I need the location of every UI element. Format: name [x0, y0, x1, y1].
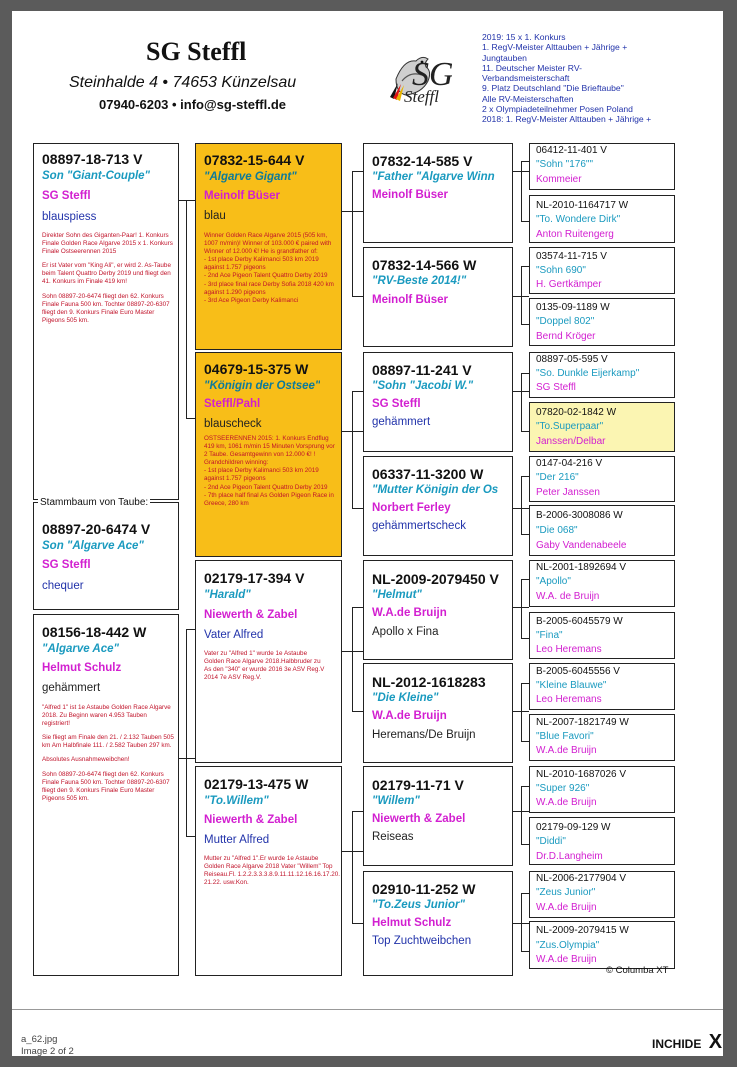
achievement-line: Alle RV-Meisterschaften: [482, 93, 574, 104]
ancestor-card: [363, 663, 513, 763]
pigeon-logo: [382, 41, 452, 111]
logo-sg-letters: SG: [412, 56, 452, 93]
breeder-name: W.A.de Bruijn: [372, 607, 447, 619]
pigeon-name: "Super 926": [536, 783, 590, 794]
achievement-line: 1. RegV-Meister Alttauben + Jährige +: [482, 42, 628, 53]
description-line: - 1st place Derby Kalimanci 503 km 2019 against 1.757 pigeons: [204, 467, 319, 483]
ring-number: NL-2009-2079415 W: [536, 925, 629, 936]
ancestor-card: [363, 456, 513, 556]
breeder-name: Helmut Schulz: [372, 917, 452, 929]
grandsire-maternal-card: [195, 560, 342, 763]
connector-line: [352, 923, 363, 924]
breeder-name: Gaby Vandenabeele: [536, 540, 627, 551]
connector-line: [352, 391, 353, 508]
pigeon-colour: Heremans/De Bruijn: [372, 729, 476, 741]
ring-number: 02179-13-475 W: [204, 776, 309, 792]
pigeon-name: "Kleine Blauwe": [536, 680, 607, 691]
pigeon-name: Son "Algarve Ace": [42, 540, 144, 552]
pigeon-name: "Die Kleine": [372, 692, 439, 704]
ancestor-small-card: [529, 766, 675, 813]
pigeon-name: "Mutter Königin der Os: [372, 484, 499, 496]
connector-line: [521, 741, 529, 742]
connector-line: [521, 476, 529, 477]
pigeon-name: "Königin der Ostsee": [204, 380, 321, 392]
breeder-name: Meinolf Büser: [372, 189, 449, 201]
description-line: - 2nd Ace Pigeon Talent Quattro Derby 2019: [204, 483, 328, 491]
ring-number: NL-2010-1687026 V: [536, 769, 627, 780]
connector-line: [186, 629, 195, 630]
ring-number: 07832-15-644 V: [204, 152, 305, 168]
connector-line: [521, 579, 522, 638]
pigeon-colour: Reiseas: [372, 831, 414, 843]
granddam-paternal-card: [195, 352, 342, 557]
pigeon-name: "Doppel 802": [536, 316, 595, 327]
breeder-name: Helmut Schulz: [42, 662, 122, 674]
close-x-icon[interactable]: X: [708, 1031, 723, 1053]
pigeon-name: "Algarve Gigant": [204, 171, 297, 183]
ring-number: NL-2009-2079450 V: [372, 571, 499, 587]
connector-line: [352, 711, 363, 712]
pigeon-name: "So. Dunkle Eijerkamp": [536, 368, 640, 379]
pigeon-name: "Apollo": [536, 576, 571, 587]
ancestor-card: [363, 871, 513, 976]
connector-line: [521, 161, 522, 221]
pigeon-name: "Sohn "176"": [536, 159, 594, 170]
ring-number: NL-2010-1164717 W: [536, 200, 629, 211]
pigeon-description: [42, 704, 175, 809]
grandsire-paternal-card: [195, 143, 342, 350]
ring-number: 02179-09-129 W: [536, 822, 611, 833]
connector-line: [521, 951, 529, 952]
pigeon-name: "Zeus Junior": [536, 887, 596, 898]
description-paragraph: "Alfred 1" ist 1e Astaube Golden Race Algarve 2018. Zu Beginn waren 4.953 Tauben registriert!: [42, 704, 171, 728]
ancestor-small-card: [529, 143, 675, 190]
ring-number: B-2005-6045579 W: [536, 616, 623, 627]
pigeon-name: "Sohn 690": [536, 265, 586, 276]
connector-line: [352, 811, 353, 923]
description-paragraph: Sie fliegt am Finale den 21. / 2.132 Tauben 505 km Am Halbfinale 111. / 2.582 Tauben 297 km.: [42, 734, 174, 750]
connector-line: [521, 638, 529, 639]
pigeon-description: Vater zu "Alfred 1" wurde 1e Astaube Golden Race Algarve 2018.Halbbruder zu As den "340" er wurde 2016 3e ASV Reg.V 2014 7e ASV Reg.V.: [204, 650, 325, 682]
connector-line: [352, 607, 363, 608]
footer-divider: [12, 1009, 723, 1010]
ancestor-small-card: [529, 612, 675, 659]
ancestor-card: [363, 560, 513, 660]
breeder-name: Leo Heremans: [536, 644, 602, 655]
pigeon-name: "Algarve Ace": [42, 643, 119, 655]
footer-filename: a_62.jpg: [21, 1034, 58, 1045]
address-line: Steinhalde 4 • 74653 Künzelsau: [69, 74, 297, 91]
description-paragraph: Direkter Sohn des Giganten-Paar! 1. Konkurs Finale Golden Race Algarve 2015 x 1. Konkurs Finale Ostseerennen 2015: [42, 232, 173, 256]
ring-number: 02910-11-252 W: [372, 881, 476, 897]
achievement-line: Verbandsmeisterschaft: [482, 73, 570, 84]
achievement-line: 2018: 1. RegV-Meister Alttauben + Jährige +: [482, 114, 652, 125]
ancestor-small-card: [529, 195, 675, 243]
breeder-name: Anton Ruitengerg: [536, 229, 614, 240]
ancestor-card: [363, 352, 513, 452]
pigeon-colour: chequer: [42, 580, 84, 592]
breeder-name: SG Steffl: [42, 559, 91, 571]
achievement-line: 2019: 15 x 1. Konkurs: [482, 32, 566, 42]
breeder-name: Niewerth & Zabel: [372, 813, 466, 825]
ring-number: 08897-11-241 V: [372, 362, 472, 378]
ring-number: B-2005-6045556 V: [536, 666, 620, 677]
breeder-name: Niewerth & Zabel: [204, 609, 298, 621]
breeder-name: W.A.de Bruijn: [536, 902, 597, 913]
pigeon-name: "Der 216": [536, 472, 579, 483]
connector-line: [521, 534, 529, 535]
breeder-name: Kommeier: [536, 174, 582, 185]
ring-number: NL-2007-1821749 W: [536, 717, 629, 728]
ring-number: 04679-15-375 W: [204, 361, 309, 377]
ring-number: 08897-20-6474 V: [42, 521, 151, 537]
pigeon-name: "To.Zeus Junior": [372, 899, 465, 911]
dam-card: [33, 614, 179, 976]
description-line: Grandchildren winning:: [204, 459, 269, 467]
pigeon-name: "Willem": [372, 795, 420, 807]
ring-number: 08156-18-442 W: [42, 624, 147, 640]
ancestor-small-card: [529, 505, 675, 556]
granddam-maternal-card: [195, 766, 342, 976]
pigeon-name: "Harald": [204, 589, 251, 601]
ancestor-card: [363, 143, 513, 243]
connector-line: [521, 266, 529, 267]
connector-line: [186, 418, 195, 419]
ancestor-card: [363, 766, 513, 866]
ring-number: 08897-05-595 V: [536, 354, 608, 365]
achievement-line: Jungtauben: [482, 52, 527, 63]
connector-line: [521, 161, 529, 162]
stammbaum-label: Stammbaum von Taube:: [40, 497, 149, 508]
connector-line: [521, 786, 529, 787]
ring-number: NL-2012-1618283: [372, 674, 486, 690]
breeder-name: Meinolf Büser: [204, 190, 281, 202]
pedigree-page: [12, 11, 723, 1056]
connector-line: [521, 221, 529, 222]
sire-card: [33, 143, 179, 500]
ring-number: 06337-11-3200 W: [372, 466, 484, 482]
ring-number: NL-2006-2177904 V: [536, 873, 627, 884]
breeder-name: W.A.de Bruijn: [372, 710, 447, 722]
connector-line: [521, 683, 529, 684]
ancestor-small-card: [529, 560, 675, 607]
breeder-name: H. Gertkämper: [536, 279, 602, 290]
breeder-name: Norbert Ferley: [372, 502, 451, 514]
pigeon-name: Son "Giant-Couple": [42, 170, 151, 182]
copyright-label: © Columba XT: [606, 965, 669, 976]
breeder-name: Peter Janssen: [536, 487, 600, 498]
pigeon-colour: gehämmert: [42, 682, 101, 694]
inchide-brand[interactable]: [652, 1031, 722, 1054]
ring-number: 07832-14-566 W: [372, 257, 477, 273]
connector-line: [521, 893, 522, 951]
subject-card: [33, 502, 179, 610]
breeder-name: W.A. de Bruijn: [536, 591, 600, 602]
ancestor-small-card: [529, 456, 675, 502]
pigeon-name: "Blue Favori": [536, 731, 594, 742]
description-line: - 3rd place final race Derby Sofia 2018 420 km against 1.290 pigeons: [204, 280, 334, 296]
breeder-name: Leo Heremans: [536, 694, 602, 705]
connector-line: [521, 431, 529, 432]
ring-number: 03574-11-715 V: [536, 251, 607, 262]
connector-line: [352, 391, 363, 392]
description-paragraph: Sohn 08897-20-6474 fliegt den 62. Konkurs Finale Fauna 500 km. Tochter 08897-20-6307 fliegt den 9. Konkurs Finale Euro Master Pigeons 505 km.: [42, 770, 170, 802]
description-paragraph: Absolutes Ausnahmeweibchen!: [42, 756, 130, 764]
ring-number: 08897-18-713 V: [42, 151, 143, 167]
pigeon-description: [204, 232, 340, 305]
connector-line: [352, 607, 353, 711]
connector-line: [521, 373, 522, 431]
pigeon-colour: Vater Alfred: [204, 629, 264, 641]
connector-line: [352, 508, 363, 509]
connector-line: [521, 324, 529, 325]
pigeon-colour: Top Zuchtweibchen: [372, 935, 472, 947]
pigeon-name: "To.Willem": [204, 795, 269, 807]
ancestor-small-card: [529, 714, 675, 761]
ancestor-small-card: [529, 871, 675, 918]
breeder-name: Niewerth & Zabel: [204, 814, 298, 826]
connector-line: [352, 171, 363, 172]
description-line: - 7th place half final As Golden Pigeon Race in Greece, 280 km: [204, 491, 334, 507]
pigeon-name: "Father "Algarve Winn: [372, 171, 495, 183]
pigeon-name: "Sohn "Jacobi W.": [372, 380, 474, 392]
connector-line: [352, 171, 353, 296]
pigeon-colour: Mutter Alfred: [204, 834, 270, 846]
description-paragraph: Er ist Vater vom "King Ali", er wird 2. As-Taube beim Talent Quattro Derby 2019 und fliegt den 41. Konkurs im Finale 419 km!: [42, 262, 171, 286]
breeder-name: Bernd Kröger: [536, 331, 596, 342]
ring-number: 07820-02-1842 W: [536, 407, 617, 418]
breeder-name: Janssen/Delbar: [536, 436, 606, 447]
pigeon-name: "Helmut": [372, 589, 422, 601]
connector-line: [521, 844, 529, 845]
page-title: SG Steffl: [146, 37, 247, 66]
pigeon-colour: Apollo x Fina: [372, 626, 439, 638]
pigeon-colour: gehämmertscheck: [372, 520, 466, 532]
achievement-line: 11. Deutscher Meister RV-: [482, 62, 582, 73]
pigeon-description: [204, 435, 340, 508]
ring-number: 06412-11-401 V: [536, 145, 607, 156]
achievements-list: [482, 32, 712, 125]
pigeon-description: Mutter zu "Alfred 1".Er wurde 1e Astaube Golden Race Algarve 2018 Vater "Willem" Top Reiseau.Fl. 1.2.2.3.3.3.8.9.11.11.12.16.16.17.20. 21.22. usw.Kon.: [204, 855, 340, 887]
ring-number: NL-2001-1892694 V: [536, 562, 627, 573]
breeder-name: Meinolf Büser: [372, 294, 449, 306]
breeder-name: SG Steffl: [536, 382, 576, 393]
pigeon-name: "Die 068": [536, 525, 578, 536]
ancestor-small-card: [529, 402, 675, 452]
breeder-name: W.A.de Bruijn: [536, 797, 597, 808]
description-line: - 2nd Ace Pigeon Talent Quattro Derby 2019: [204, 272, 328, 280]
connector-line: [186, 836, 195, 837]
connector-line: [521, 476, 522, 534]
breeder-name: Dr.D.Langheim: [536, 851, 603, 862]
connector-line: [186, 629, 187, 836]
pigeon-description: [42, 232, 175, 331]
connector-line: [521, 893, 529, 894]
description-line: Winner Golden Race Algarve 2015 (505 km, 1007 m/min)! Winner of 103.000 € paired with Winner of 12.000 €! He is grandfather of:: [204, 232, 332, 256]
description-paragraph: Sohn 08897-20-6474 fliegt den 62. Konkurs Finale Fauna 500 km. Tochter 08897-20-6307 fliegt den 9. Konkurs Finale Euro Master Pigeons 505 km.: [42, 292, 170, 324]
ancestor-small-card: [529, 352, 675, 398]
pigeon-colour: blau: [204, 210, 226, 222]
achievement-line: 9. Platz Deutschland "Die Brieftaube": [482, 83, 624, 94]
footer-image-count: Image 2 of 2: [21, 1046, 74, 1057]
ring-number: 0147-04-216 V: [536, 458, 603, 469]
pigeon-colour: blauscheck: [204, 418, 262, 430]
pigeon-name: "To. Wondere Dirk": [536, 214, 621, 225]
ring-number: B-2006-3008086 W: [536, 510, 623, 521]
ancestor-small-card: [529, 663, 675, 710]
ring-number: 02179-11-71 V: [372, 777, 464, 793]
pigeon-colour: blauspiess: [42, 211, 97, 223]
connector-line: [521, 579, 529, 580]
connector-line: [521, 786, 522, 844]
connector-line: [521, 683, 522, 741]
ring-number: 0135-09-1189 W: [536, 302, 610, 313]
description-line: OSTSEERENNEN 2015: 1. Konkurs Endflug 419 km, 1061 m/min 15 Minuten Vorsprung vor 2 Taube. Gesamtgewinn von 12.000 €! !: [204, 435, 335, 459]
connector-line: [521, 373, 529, 374]
connector-line: [186, 200, 187, 418]
breeder-name: SG Steffl: [42, 190, 91, 202]
ancestor-card: [363, 247, 513, 347]
ancestor-small-card: [529, 817, 675, 865]
breeder-name: Steffl/Pahl: [204, 398, 261, 410]
pigeon-name: "Diddi": [536, 836, 566, 847]
pigeon-colour: gehämmert: [372, 416, 431, 428]
pigeon-name: "RV-Beste 2014!": [372, 275, 467, 287]
breeder-name: W.A.de Bruijn: [536, 954, 597, 965]
achievement-line: 2 x Olympiadeteilnehmer Posen Poland: [482, 104, 633, 115]
ancestor-small-card: [529, 921, 675, 969]
breeder-name: SG Steffl: [372, 398, 421, 410]
ancestor-small-card: [529, 298, 675, 346]
description-line: - 3rd Ace Pigeon Derby Kalimanci: [204, 296, 299, 304]
logo-text: Steffl: [404, 87, 439, 106]
connector-line: [352, 811, 363, 812]
inchide-label: INCHIDE: [652, 1037, 702, 1051]
contact-line: 07940-6203 • info@sg-steffl.de: [99, 97, 287, 112]
ring-number: 02179-17-394 V: [204, 570, 305, 586]
pigeon-name: "Fina": [536, 630, 563, 641]
pigeon-name: "To.Superpaar": [536, 421, 604, 432]
connector-line: [521, 266, 522, 324]
connector-line: [352, 296, 363, 297]
ancestor-small-card: [529, 247, 675, 294]
ring-number: 07832-14-585 V: [372, 153, 473, 169]
description-line: - 1st place Derby Kalimanci 503 km 2019 against 1.757 pigeons: [204, 256, 319, 272]
breeder-name: W.A.de Bruijn: [536, 745, 597, 756]
pigeon-name: "Zus.Olympia": [536, 940, 600, 951]
